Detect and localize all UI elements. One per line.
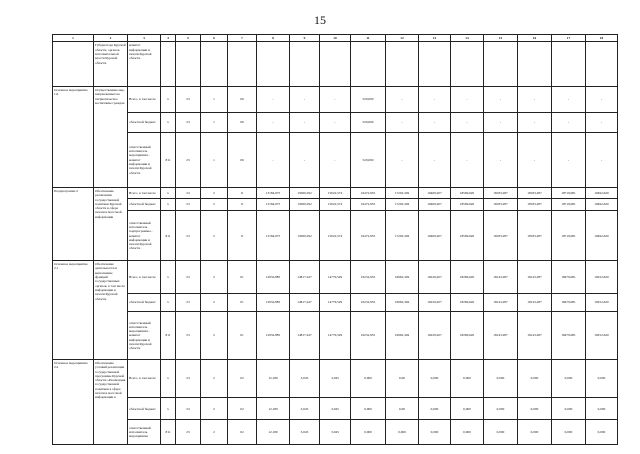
column-number: 15 <box>484 35 518 42</box>
table-cell: 23 <box>176 132 201 187</box>
table-cell: 16962,349 <box>386 294 419 312</box>
table-cell: 2 <box>201 211 228 261</box>
table-cell: x <box>161 198 176 211</box>
table-cell: x <box>161 187 176 198</box>
column-number: 10 <box>320 35 351 42</box>
activity-code: Основное мероприятие 2.1 <box>53 261 94 360</box>
table-cell: 12932,885 <box>257 312 290 360</box>
table-cell: 0,000 <box>586 359 618 397</box>
table-cell: 1 <box>201 132 228 187</box>
table-cell: 0,000 <box>586 398 618 420</box>
table-cell: - <box>518 112 552 132</box>
table-cell: 3,045 <box>290 398 320 420</box>
table-cell: 18269,620 <box>451 261 484 294</box>
table-cell: - <box>320 112 351 132</box>
table-cell: - <box>257 87 290 112</box>
table-cell: 3,045 <box>320 359 351 397</box>
table-cell: 15060,292 <box>290 187 320 198</box>
table-row <box>53 359 618 397</box>
table-cell: Х <box>228 198 257 211</box>
table-cell: 2 <box>201 312 228 360</box>
table-cell: 06 <box>228 112 257 132</box>
table-cell: 16472,935 <box>351 187 386 198</box>
table-cell: 19469,207 <box>419 187 451 198</box>
table-cell: 0,00 <box>386 398 419 420</box>
table-cell: 23 <box>176 312 201 360</box>
table-cell: 23 <box>176 294 201 312</box>
table-cell: 12932,885 <box>257 261 290 294</box>
table-cell <box>161 42 176 87</box>
table-cell: - <box>290 132 320 187</box>
table-cell: 18143,287 <box>484 312 518 360</box>
table-cell: 2 <box>201 198 228 211</box>
table-cell: 0,000 <box>552 359 586 397</box>
budget-table <box>52 34 618 445</box>
table-cell: 18479,081 <box>552 261 586 294</box>
table-cell: 18183,287 <box>484 198 518 211</box>
table-cell: 23 <box>176 87 201 112</box>
table-cell: - <box>419 132 451 187</box>
table-cell <box>351 42 386 87</box>
table-cell: 18183,287 <box>484 211 518 261</box>
table-cell: 17202,349 <box>386 211 419 261</box>
table-cell <box>257 42 290 87</box>
table-cell <box>201 42 228 87</box>
table-cell: 2 <box>201 294 228 312</box>
table-cell: 17202,349 <box>386 198 419 211</box>
funding-source: Всего, в том числе <box>128 87 161 112</box>
table-cell: - <box>290 87 320 112</box>
table-cell: - <box>320 132 351 187</box>
table-row <box>53 198 618 211</box>
column-number: 9 <box>290 35 320 42</box>
activity-title: Обеспечение условий реализации государственной программы Курской области «Реализация государственной политики в сфере печати и массовой информации в <box>94 359 128 444</box>
funding-source: областной бюджет <box>128 112 161 132</box>
header-row <box>53 35 618 42</box>
column-number: 1 <box>53 35 94 42</box>
table-cell: - <box>552 132 586 187</box>
table-cell: 19492,620 <box>586 211 618 261</box>
table-cell <box>228 42 257 87</box>
table-cell: 0,000 <box>419 359 451 397</box>
table-cell <box>320 42 351 87</box>
table-cell: 23 <box>176 112 201 132</box>
table-cell: - <box>451 132 484 187</box>
table-row <box>53 187 618 198</box>
table-cell: 0,000 <box>451 398 484 420</box>
table-cell: 0,000 <box>518 398 552 420</box>
table-cell: 811 <box>161 211 176 261</box>
table-cell: 3,045 <box>320 420 351 445</box>
table-cell <box>518 42 552 87</box>
table-row <box>53 294 618 312</box>
column-number: 17 <box>552 35 586 42</box>
column-number: 2 <box>94 35 128 42</box>
column-number: 3 <box>128 35 161 42</box>
table-cell: 15060,292 <box>290 198 320 211</box>
table-cell <box>586 42 618 87</box>
column-number: 4 <box>161 35 176 42</box>
table-cell: Х <box>228 211 257 261</box>
table-cell: 18269,620 <box>451 312 484 360</box>
table-cell: 1 <box>201 112 228 132</box>
table-cell <box>552 42 586 87</box>
table-cell: - <box>518 87 552 112</box>
table-cell: 2 <box>201 398 228 420</box>
table-cell: 19252,620 <box>586 312 618 360</box>
table-cell: 19229,207 <box>419 312 451 360</box>
table-cell: 06 <box>228 87 257 112</box>
table-cell: 18183,287 <box>518 187 552 198</box>
table-cell: x <box>161 261 176 294</box>
table-cell: 23 <box>176 198 201 211</box>
table-cell: 18479,081 <box>552 312 586 360</box>
table-cell: 17202,349 <box>386 187 419 198</box>
funding-source: Всего, в том числе <box>128 359 161 397</box>
table-cell: 06 <box>228 132 257 187</box>
table-cell: 16232,935 <box>351 261 386 294</box>
table-cell: 2 <box>201 261 228 294</box>
table-cell <box>53 42 94 87</box>
table-cell: 23 <box>176 211 201 261</box>
table-cell: 18269,620 <box>451 294 484 312</box>
table-cell: 18479,081 <box>552 294 586 312</box>
table-cell: 02 <box>228 398 257 420</box>
table-cell: 16962,349 <box>386 312 419 360</box>
table-cell: 18719,081 <box>552 198 586 211</box>
table-cell: - <box>518 132 552 187</box>
table-cell: 0,000 <box>518 420 552 445</box>
table-cell: 18183,287 <box>484 187 518 198</box>
table-cell: 15060,292 <box>290 211 320 261</box>
table-cell: 14779,529 <box>320 261 351 294</box>
table-cell: 18509,620 <box>451 187 484 198</box>
table-cell: - <box>484 87 518 112</box>
funding-source: областной бюджет <box>128 294 161 312</box>
column-number: 13 <box>419 35 451 42</box>
table-cell: 13184,975 <box>257 198 290 211</box>
funding-source: ответственный исполнитель мероприятия - комитет информации и печати Курской области <box>128 312 161 360</box>
table-cell: 18143,287 <box>518 261 552 294</box>
table-cell <box>484 42 518 87</box>
table-cell: 19229,207 <box>419 261 451 294</box>
table-cell: x <box>161 87 176 112</box>
table-cell: 2 <box>201 359 228 397</box>
table-cell: 520,000 <box>351 87 386 112</box>
table-cell: 19252,620 <box>586 261 618 294</box>
table-row <box>53 87 618 112</box>
table-row <box>53 312 618 360</box>
column-number: 12 <box>386 35 419 42</box>
table-cell: 0,000 <box>351 398 386 420</box>
table-cell: 520,000 <box>351 112 386 132</box>
table-cell: 23 <box>176 187 201 198</box>
table-cell: 0,000 <box>552 398 586 420</box>
table-cell: 3,045 <box>290 359 320 397</box>
funding-source: областной бюджет <box>128 198 161 211</box>
table-cell: 15022,574 <box>320 211 351 261</box>
table-cell: - <box>386 112 419 132</box>
table-cell: 0,000 <box>451 420 484 445</box>
table-cell <box>386 42 419 87</box>
table-cell <box>419 42 451 87</box>
table-cell: 18719,081 <box>552 211 586 261</box>
table-cell: x <box>161 398 176 420</box>
table-cell: 0,000 <box>484 359 518 397</box>
table-cell: 0,000 <box>351 420 386 445</box>
activity-code: Основное мероприятие 2.2 <box>53 359 94 444</box>
table-cell: 14779,529 <box>320 312 351 360</box>
table-cell: 15022,574 <box>320 198 351 211</box>
table-cell: 01 <box>228 312 257 360</box>
activity-title: Обеспечение реализации государственной политики Курской области в сфере печати и массовой информации <box>94 187 128 260</box>
table-cell: 01 <box>228 261 257 294</box>
funding-source: областной бюджет <box>128 398 161 420</box>
table-cell: 2 <box>201 420 228 445</box>
table-cell: - <box>386 87 419 112</box>
table-cell: 14817,247 <box>290 261 320 294</box>
table-cell: 16232,935 <box>351 294 386 312</box>
table-cell: - <box>386 132 419 187</box>
table-cell: - <box>586 132 618 187</box>
column-number: 5 <box>176 35 201 42</box>
table-cell: 02 <box>228 420 257 445</box>
table-cell: 12,180 <box>257 420 290 445</box>
funding-source: ответственный исполнитель мероприятия - комитет информации и печати Курской области <box>128 132 161 187</box>
column-number: 7 <box>228 35 257 42</box>
table-row <box>53 420 618 445</box>
table-cell: 0,000 <box>552 420 586 445</box>
table-cell: 18509,620 <box>451 198 484 211</box>
table-cell: 0,000 <box>419 420 451 445</box>
table-cell: 2 <box>201 187 228 198</box>
table-cell: 19492,620 <box>586 198 618 211</box>
table-cell: 19469,207 <box>419 198 451 211</box>
table-cell: x <box>161 359 176 397</box>
table-cell: 14779,529 <box>320 294 351 312</box>
column-number: 6 <box>201 35 228 42</box>
column-number: 14 <box>451 35 484 42</box>
table-cell: 520,000 <box>351 132 386 187</box>
table-cell: - <box>451 87 484 112</box>
funding-source: Всего, в том числе <box>128 187 161 198</box>
table-cell: - <box>484 132 518 187</box>
activity-title: Обеспечение деятельности и выполнение функций государственных органов, в том числе информация и печати Курской области <box>94 261 128 360</box>
table-cell: 16962,349 <box>386 261 419 294</box>
table-cell: 18143,287 <box>518 312 552 360</box>
funding-source: ответственный исполнитель мероприятия <box>128 420 161 445</box>
table-cell <box>176 42 201 87</box>
table-cell: 811 <box>161 312 176 360</box>
table-cell: 0,000 <box>386 420 419 445</box>
table-cell: - <box>552 112 586 132</box>
table-cell: 18183,287 <box>518 198 552 211</box>
activity-title: Осуществление мер, направленных на патриотическое воспитание граждан <box>94 87 128 188</box>
table-cell: 18509,620 <box>451 211 484 261</box>
table-cell: комитет информации и печати Курской области <box>128 42 161 87</box>
table-cell <box>290 42 320 87</box>
table-cell: 0,00 <box>386 359 419 397</box>
table-cell: 23 <box>176 420 201 445</box>
table-row <box>53 112 618 132</box>
table-cell: 15022,574 <box>320 187 351 198</box>
table-cell: 16472,935 <box>351 198 386 211</box>
table-cell: 01 <box>228 294 257 312</box>
table-cell: 02 <box>228 359 257 397</box>
funding-source: ответственный исполнитель подпрограммы - комитет информации и печати Курской области <box>128 211 161 261</box>
table-cell: 19252,620 <box>586 294 618 312</box>
table-cell: Губернатора Курской области, органов исполнительной власти Курской области <box>94 42 128 87</box>
table-cell: - <box>451 112 484 132</box>
table-cell: 19229,207 <box>419 294 451 312</box>
table-cell: 0,000 <box>484 420 518 445</box>
table-cell: 14817,247 <box>290 294 320 312</box>
table-cell: 3,045 <box>320 398 351 420</box>
table-cell: - <box>257 112 290 132</box>
table-cell: - <box>586 87 618 112</box>
table-cell: - <box>552 87 586 112</box>
table-row <box>53 42 618 87</box>
table-cell: 12932,885 <box>257 294 290 312</box>
table-cell: - <box>419 87 451 112</box>
table-cell: 19492,620 <box>586 187 618 198</box>
column-number: 18 <box>586 35 618 42</box>
table-cell: 13184,975 <box>257 211 290 261</box>
activity-code: Подпрограмма 2 <box>53 187 94 260</box>
page-number: 15 <box>314 13 326 27</box>
table-row <box>53 398 618 420</box>
table-cell: Х <box>228 187 257 198</box>
table-row <box>53 132 618 187</box>
column-number: 11 <box>351 35 386 42</box>
funding-source: Всего, в том числе <box>128 261 161 294</box>
table-cell: x <box>161 112 176 132</box>
table-cell: 3,045 <box>290 420 320 445</box>
table-cell: 14817,247 <box>290 312 320 360</box>
table-cell: - <box>257 132 290 187</box>
table-cell: x <box>161 294 176 312</box>
table-cell: 0,000 <box>419 398 451 420</box>
activity-code: Основное мероприятие 1.6 <box>53 87 94 188</box>
table-cell: 18143,287 <box>484 294 518 312</box>
table-cell: 0,000 <box>351 359 386 397</box>
table-cell: 23 <box>176 359 201 397</box>
table-cell: 16232,935 <box>351 312 386 360</box>
table-cell: 23 <box>176 398 201 420</box>
table-cell: - <box>320 87 351 112</box>
table-cell: 811 <box>161 132 176 187</box>
table-cell: 0,000 <box>484 398 518 420</box>
table-cell: 19469,207 <box>419 211 451 261</box>
column-number: 16 <box>518 35 552 42</box>
table-cell: 23 <box>176 261 201 294</box>
table-cell: 12,180 <box>257 359 290 397</box>
table-row <box>53 261 618 294</box>
table-cell: - <box>290 112 320 132</box>
table-cell: 13184,975 <box>257 187 290 198</box>
table-cell: 16472,935 <box>351 211 386 261</box>
table-cell: 18719,081 <box>552 187 586 198</box>
table-cell: 0,000 <box>451 359 484 397</box>
column-number: 8 <box>257 35 290 42</box>
table-cell: - <box>484 112 518 132</box>
table-cell: 0,000 <box>586 420 618 445</box>
table-cell: 18143,287 <box>484 261 518 294</box>
table-cell: 18143,287 <box>518 294 552 312</box>
table-cell: 1 <box>201 87 228 112</box>
table-cell: - <box>419 112 451 132</box>
table-cell: - <box>586 112 618 132</box>
table-row <box>53 211 618 261</box>
table-cell: 0,000 <box>518 359 552 397</box>
table-cell <box>451 42 484 87</box>
table-cell: 12,180 <box>257 398 290 420</box>
table-cell: 18183,287 <box>518 211 552 261</box>
table-cell: 811 <box>161 420 176 445</box>
